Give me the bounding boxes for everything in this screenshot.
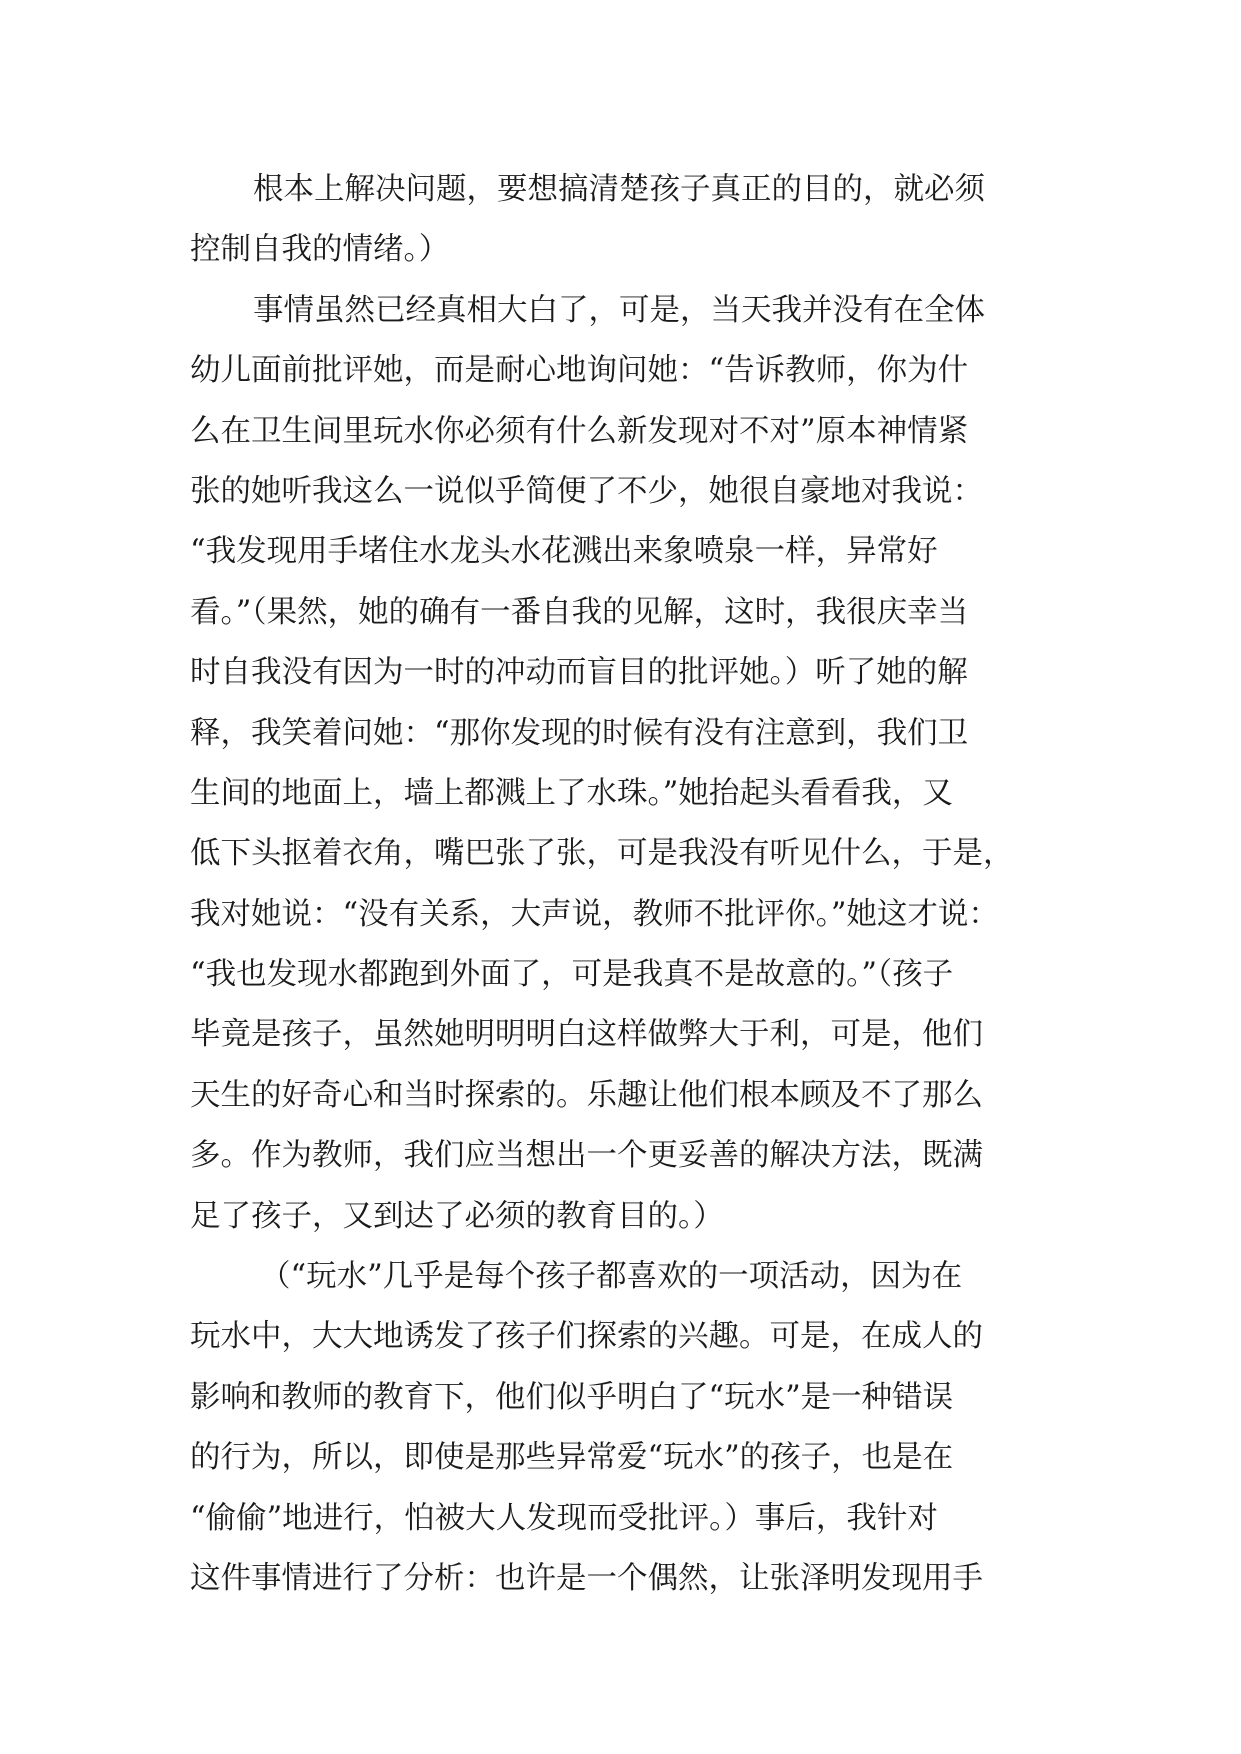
text-line: 生间的地面上，墙上都溅上了水珠。”她抬起头看看我，又 — [190, 775, 953, 811]
text-line: 低下头抠着衣角，嘴巴张了张，可是我没有听见什么，于是， — [190, 836, 1014, 872]
text-line: 释，我笑着问她：“那你发现的时候有没有注意到，我们卫 — [190, 715, 969, 751]
text-line: （“玩水”几乎是每个孩子都喜欢的一项活动，因为在 — [260, 1259, 963, 1295]
text-line: 影响和教师的教育下，他们似乎明白了“玩水”是一种错误 — [190, 1379, 954, 1415]
text-line: 根本上解决问题，要想搞清楚孩子真正的目的，就必须 — [253, 172, 985, 207]
text-line: 看。”（果然，她的确有一番自我的见解，这时，我很庆幸当 — [190, 594, 969, 630]
text-line: 这件事情进行了分析：也许是一个偶然，让张泽明发现用手 — [190, 1560, 983, 1596]
text-line: 事情虽然已经真相大白了，可是，当天我并没有在全体 — [253, 292, 985, 328]
text-line: 足了孩子，又到达了必须的教育目的。） — [190, 1198, 724, 1234]
body-text — [190, 160, 1050, 1609]
text-line: 控制自我的情绪。） — [190, 232, 450, 268]
text-line: 时自我没有因为一时的冲动而盲目的批评她。）听了她的解 — [190, 655, 968, 691]
text-line: 毕竟是孩子，虽然她明明明白这样做弊大于利，可是，他们 — [190, 1017, 983, 1053]
text-line: 幼儿面前批评她，而是耐心地询问她：“告诉教师，你为什 — [190, 353, 969, 389]
text-line: 玩水中，大大地诱发了孩子们探索的兴趣。可是，在成人的 — [190, 1319, 983, 1355]
text-line: 我对她说：“没有关系，大声说，教师不批评你。”她这才说： — [190, 896, 999, 932]
text-line: 张的她听我这么一说似乎简便了不少，她很自豪地对我说： — [190, 473, 983, 509]
text-line: “我发现用手堵住水龙头水花溅出来象喷泉一样，异常好 — [190, 534, 938, 570]
text-line: “我也发现水都跑到外面了，可是我真不是故意的。”（孩子 — [190, 957, 954, 993]
text-line: 的行为，所以，即使是那些异常爱“玩水”的孩子，也是在 — [190, 1440, 954, 1476]
text-line: 多。作为教师，我们应当想出一个更妥善的解决方法，既满 — [190, 1138, 983, 1174]
text-line: “偷偷”地进行，怕被大人发现而受批评。）事后，我针对 — [190, 1500, 938, 1536]
text-line: 天生的好奇心和当时探索的。乐趣让他们根本顾及不了那么 — [190, 1077, 983, 1113]
text-line: 么在卫生间里玩水你必须有什么新发现对不对”原本神情紧 — [190, 413, 969, 449]
